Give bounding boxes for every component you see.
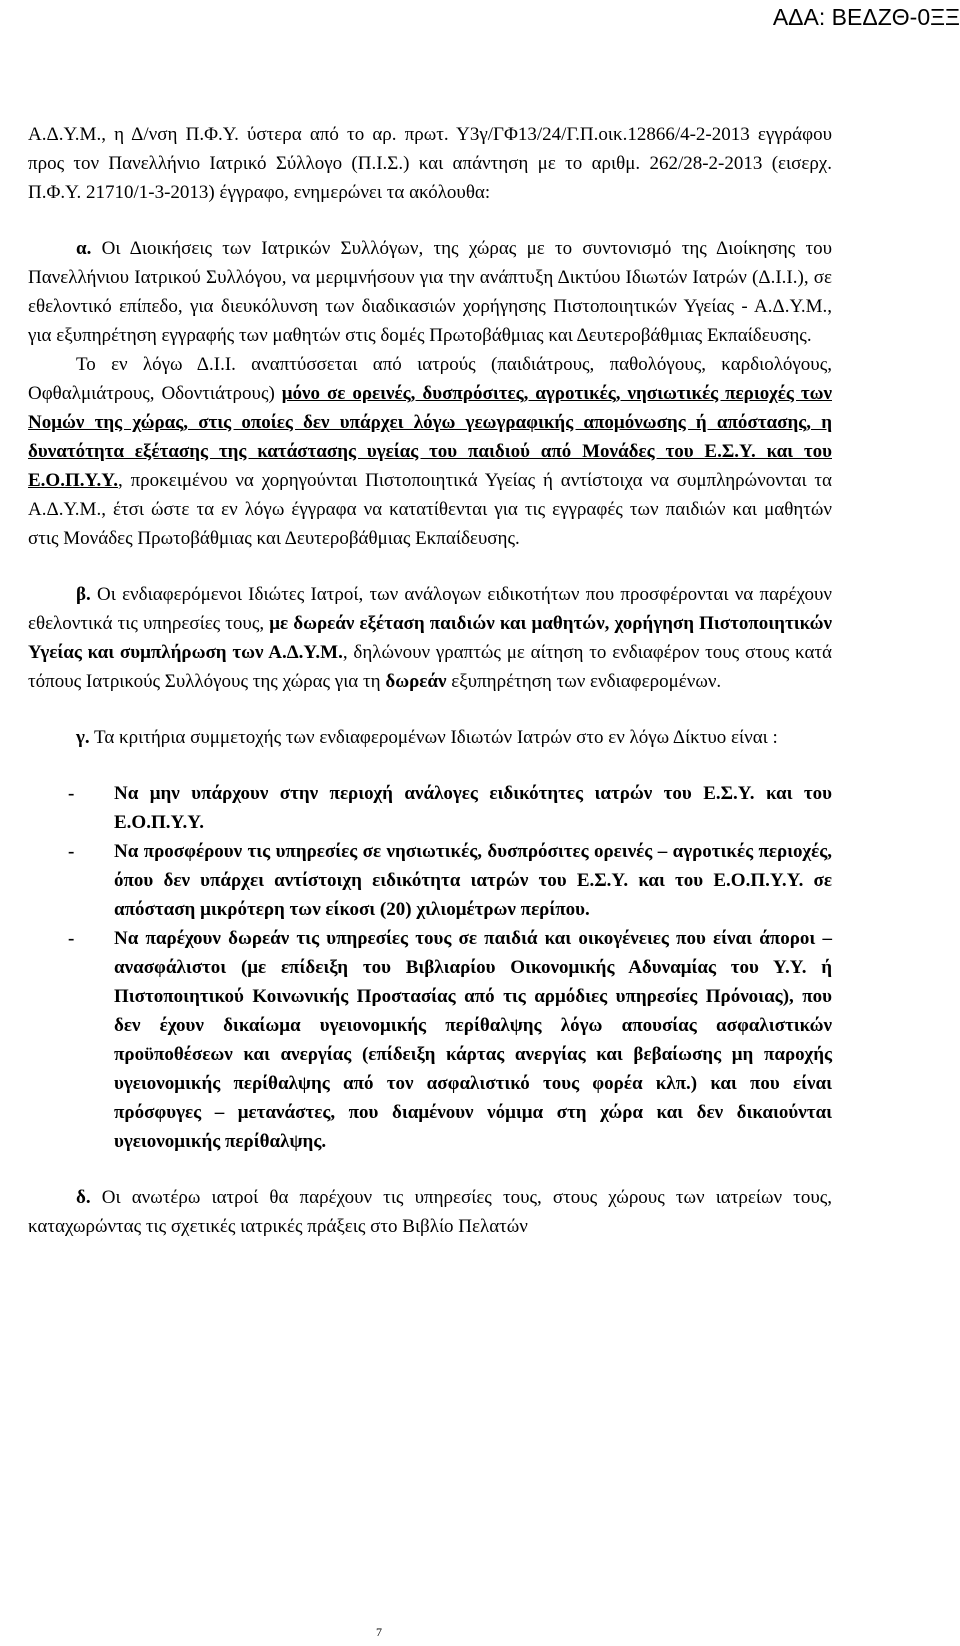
section-alpha-p2-end: , προκειμένου να χορηγούνται Πιστοποιητικά Υγείας ή αντίστοιχα να συμπληρώνονται τα Α.Δ.Υ.Μ., έτσι ώστε τα εν λόγω έγγραφα να κατατίθενται για τις εγγραφές των παιδιών και μαθητών στις Μονάδες Πρωτοβάθμιας και Δευτεροβάθμιας Εκπαίδευσης. [28, 470, 832, 549]
list-dash: - [68, 841, 75, 862]
section-beta-b2: δωρεάν [385, 671, 447, 692]
list-item [28, 837, 832, 924]
section-beta-t3: εξυπηρέτηση των ενδιαφερομένων. [446, 671, 722, 692]
ada-code: ΑΔΑ: ΒΕΔΖΘ-0ΞΞ [772, 4, 960, 30]
section-alpha-label: α. [76, 238, 92, 259]
section-delta-text: Οι ανωτέρω ιατροί θα παρέχουν τις υπηρεσίες τους, στους χώρους των ιατρείων τους, καταχωρώντας τις σχετικές ιατρικές πράξεις στο Βιβλίο Πελατών [28, 1187, 832, 1237]
section-alpha-p2-emphasis: μόνο σε ορεινές, δυσπρόσιτες, αγροτικές, νησιωτικές περιοχές των Νομών της χώρας, στις οποίες δεν υπάρχει λόγω γεωγραφικής απομόνωσης ή απόστασης, η δυνατότητα εξέτασης της κατάστασης υγείας του παιδιού από Μονάδες του Ε.Σ.Υ. και του Ε.Ο.Π.Υ.Υ. [28, 383, 832, 491]
list-item [28, 924, 832, 1156]
list-item-text: Να προσφέρουν τις υπηρεσίες σε νησιωτικές, δυσπρόσιτες ορεινές – αγροτικές περιοχές, όπου δεν υπάρχει αντίστοιχη ειδικότητα ιατρών του Ε.Σ.Υ. και του Ε.Ο.Π.Υ.Υ. σε απόσταση μικρότερη των είκοσι (20) χιλιομέτρων περίπου. [114, 841, 832, 920]
section-gamma-text: Τα κριτήρια συμμετοχής των ενδιαφερομένων Ιδιωτών Ιατρών στο εν λόγω Δίκτυο είναι : [89, 727, 778, 748]
page-number: 7 [376, 1625, 382, 1639]
section-beta-t2: , δηλώνουν γραπτώς με αίτηση το ενδιαφέρον τους στους κατά τόπους Ιατρικούς Συλλόγους της χώρας για τη [28, 642, 832, 692]
section-gamma [28, 723, 832, 752]
section-alpha [28, 234, 832, 350]
list-item-text: Να μην υπάρχουν στην περιοχή ανάλογες ειδικότητες ιατρών του Ε.Σ.Υ. και του Ε.Ο.Π.Υ.Υ. [114, 783, 832, 833]
list-item [28, 779, 832, 837]
section-alpha-paragraph-2 [28, 350, 832, 553]
list-dash: - [68, 783, 75, 804]
section-delta [28, 1183, 832, 1241]
section-alpha-text: Οι Διοικήσεις των Ιατρικών Συλλόγων, της χώρας με το συντονισμό της Διοίκησης του Πανελλήνιου Ιατρικού Συλλόγου, να μεριμνήσουν για την ανάπτυξη Δικτύου Ιδιωτών Ιατρών (Δ.Ι.Ι.), σε εθελοντικό επίπεδο, για διευκόλυνση των διαδικασιών χορήγησης Πιστοποιητικών Υγείας - Α.Δ.Υ.Μ., για εξυπηρέτηση εγγραφής των μαθητών στις δομές Πρωτοβάθμιας και Δευτεροβάθμιας Εκπαίδευσης. [28, 238, 832, 346]
section-beta-b1: με δωρεάν εξέταση παιδιών και μαθητών, χορήγηση Πιστοποιητικών Υγείας και συμπλήρωση των Α.Δ.Υ.Μ. [28, 613, 832, 663]
criteria-list [28, 779, 832, 1156]
list-dash: - [68, 928, 75, 949]
section-beta-t1: Οι ενδιαφερόμενοι Ιδιώτες Ιατροί, των ανάλογων ειδικοτήτων που προσφέρονται να παρέχουν εθελοντικά τις υπηρεσίες τους, [28, 584, 832, 634]
list-item-text: Να παρέχουν δωρεάν τις υπηρεσίες τους σε παιδιά και οικογένειες που είναι άποροι – ανασφάλιστοι (με επίδειξη του Βιβλιαρίου Οικονομικής Αδυναμίας του Υ.Υ. ή Πιστοποιητικού Κοινωνικής Προστασίας από τις αρμόδιες υπηρεσίες Πρόνοιας), που δεν έχουν δικαίωμα υγειονομικής περίθαλψης λόγω απουσίας ασφαλιστικών προϋποθέσεων και ανεργίας (επίδειξη κάρτας ανεργίας και βεβαίωσης μη παροχής υγειονομικής περίθαλψης από τον ασφαλιστικό τους φορέα κλπ.) και που είναι πρόσφυγες – μετανάστες, που διαμένουν νόμιμα στη χώρα και δεν δικαιούνται υγειονομικής περίθαλψης. [114, 928, 832, 1152]
document-body [28, 120, 832, 1241]
intro-paragraph: Α.Δ.Υ.Μ., η Δ/νση Π.Φ.Υ. ύστερα από το αρ. πρωτ. Υ3γ/ΓΦ13/24/Γ.Π.οικ.12866/4-2-2013 εγγράφου προς τον Πανελλήνιο Ιατρικό Σύλλογο (Π.Ι.Σ.) και απάντηση με το αριθμ. 262/28-2-2013 (εισερχ. Π.Φ.Υ. 21710/1-3-2013) έγγραφο, ενημερώνει τα ακόλουθα: [28, 124, 832, 203]
section-delta-label: δ. [76, 1187, 91, 1208]
section-beta-label: β. [76, 584, 91, 605]
section-beta [28, 580, 832, 696]
section-gamma-label: γ. [76, 727, 90, 748]
section-alpha-p2-start: Το εν λόγω Δ.Ι.Ι. αναπτύσσεται από ιατρούς (παιδιάτρους, παθολόγους, καρδιολόγους, Οφθαλμιάτρους, Οδοντιάτρους) [28, 354, 832, 404]
